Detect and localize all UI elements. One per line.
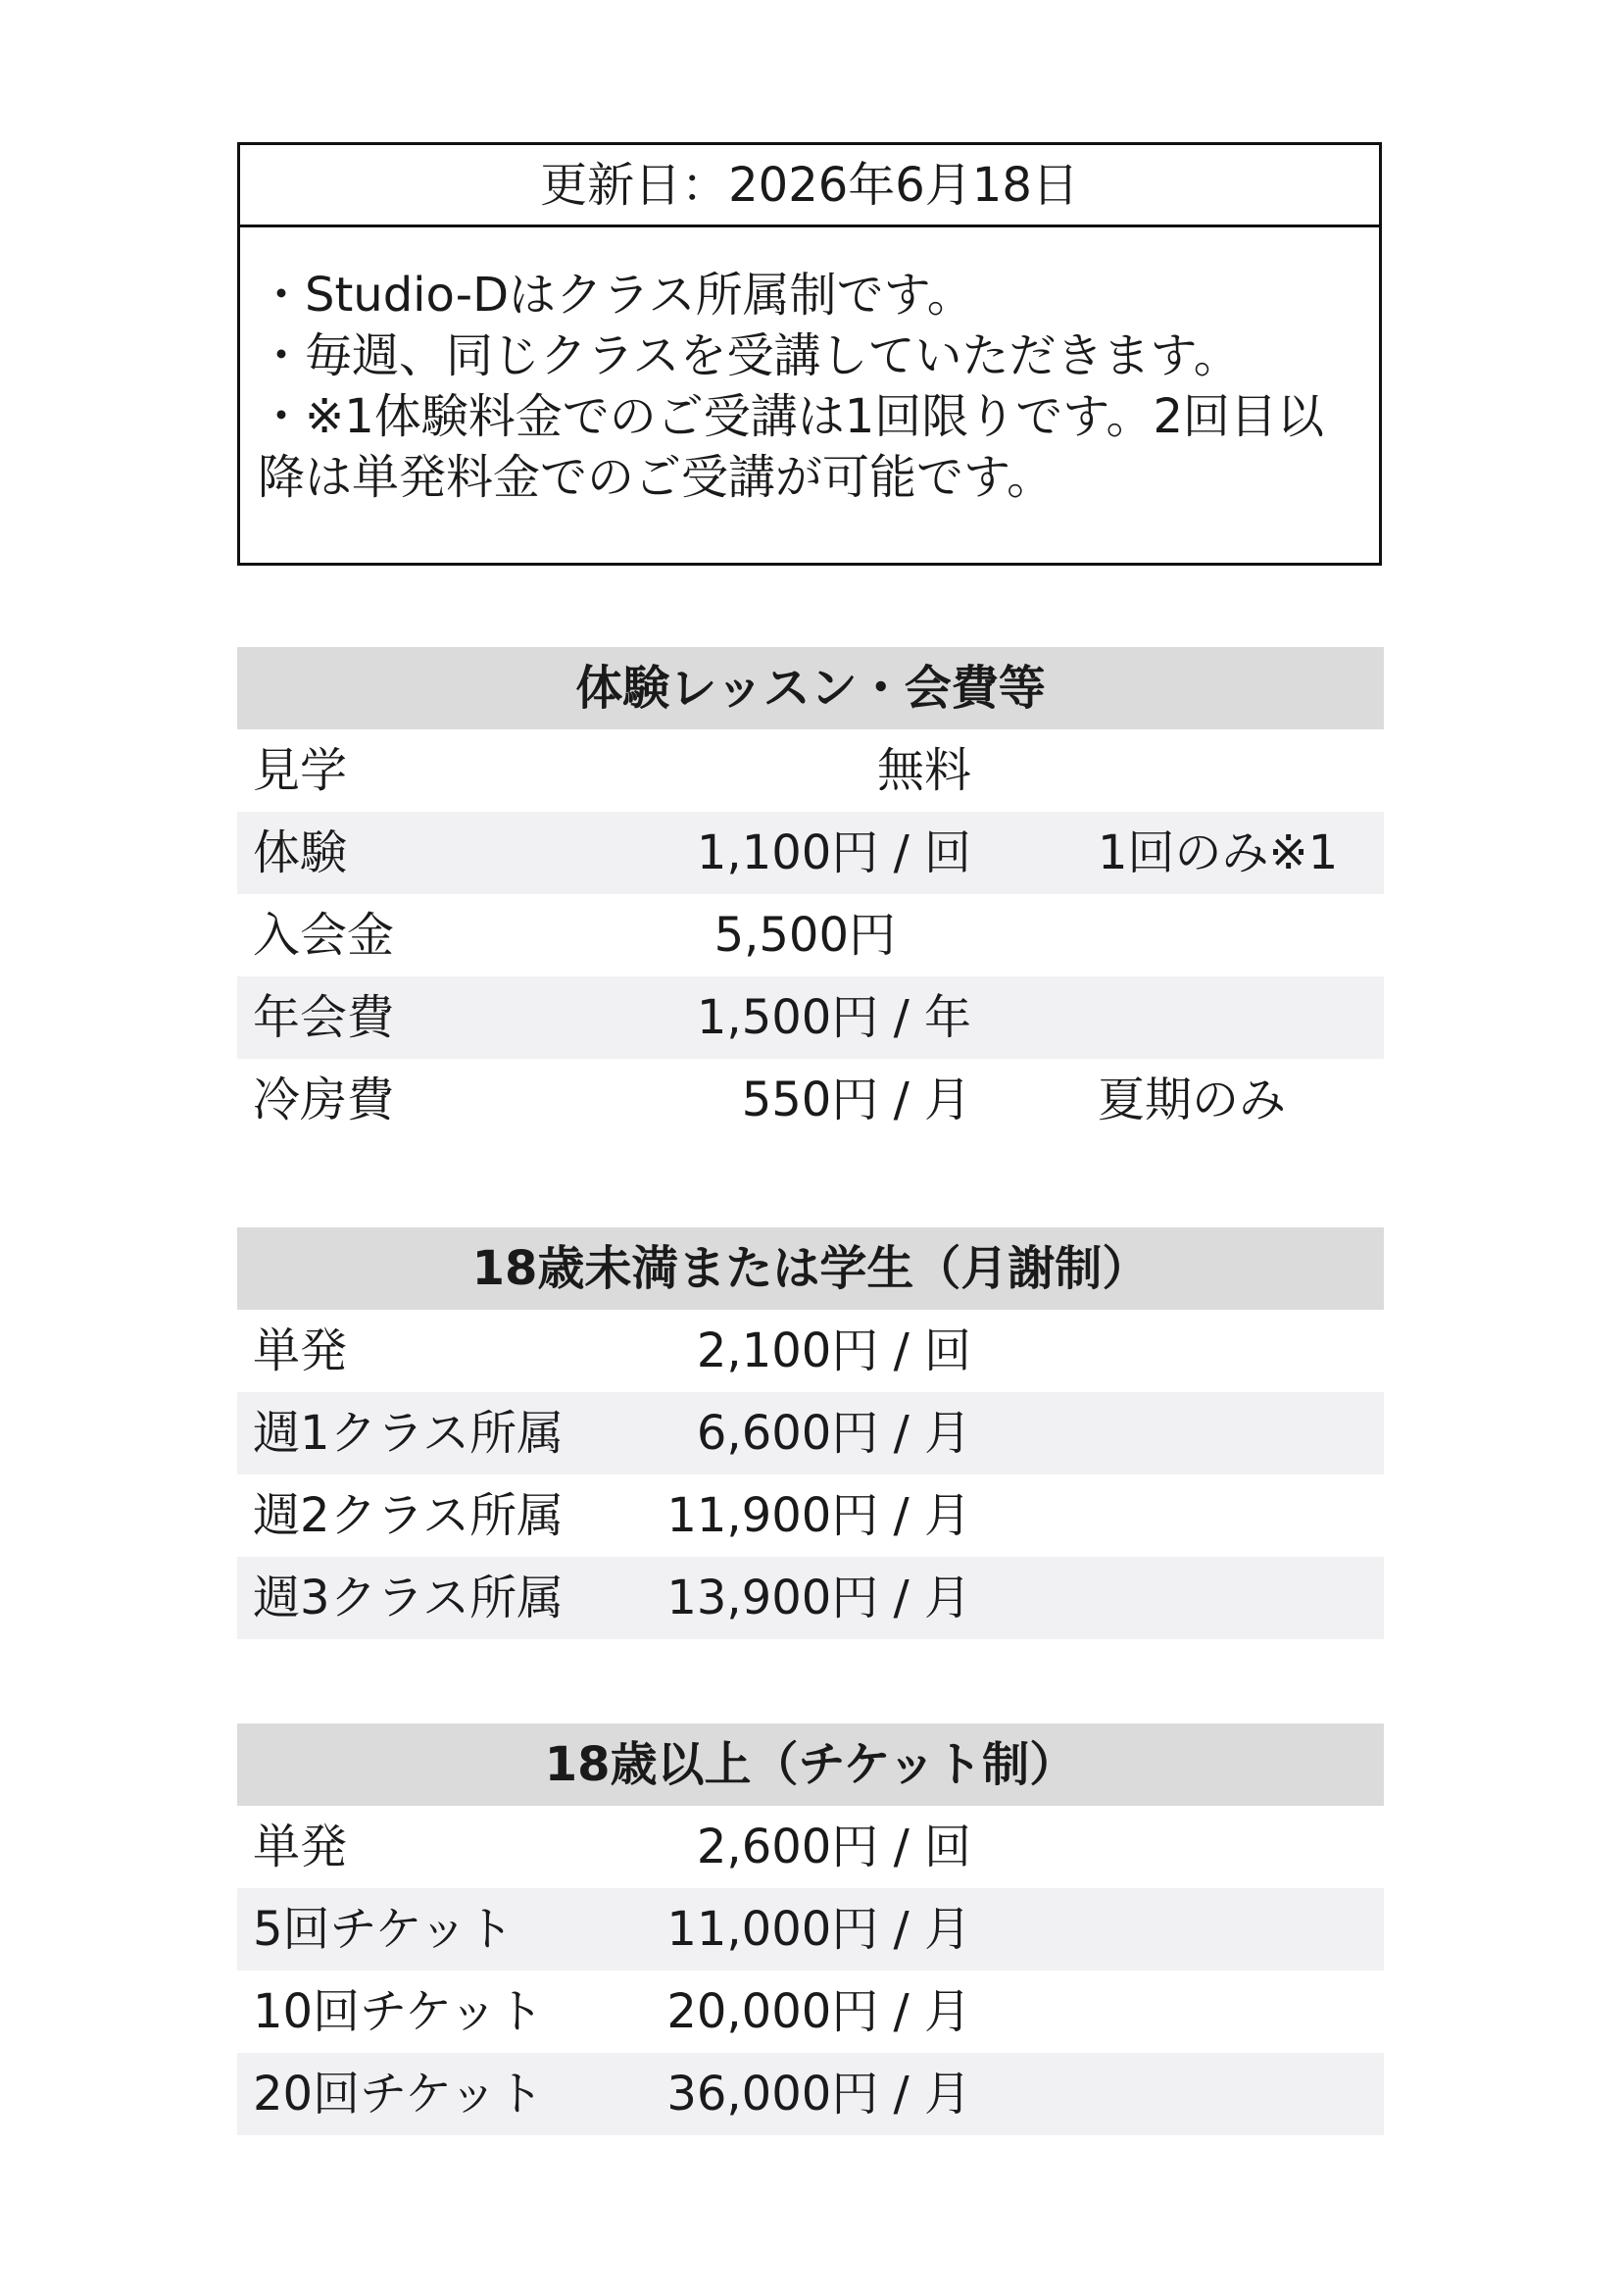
section-title: 18歳以上（チケット制） <box>237 1723 1384 1806</box>
table-row <box>237 894 1384 976</box>
row-amount: 6,600円 / 月 <box>696 1406 971 1461</box>
row-amount: 無料 <box>876 743 971 798</box>
section-18plus-tickets <box>237 1723 1384 2135</box>
row-note: 1回のみ※1 <box>1098 825 1339 880</box>
row-label: 週2クラス所属 <box>253 1488 565 1543</box>
row-label: 体験 <box>253 825 348 880</box>
row-label: 年会費 <box>253 990 395 1045</box>
updated-date: 更新日：2026年6月18日 <box>240 145 1379 227</box>
row-amount: 1,500円 / 年 <box>696 990 971 1045</box>
notice-line: ・毎週、同じクラスを受講していただきます。 <box>258 328 1241 383</box>
row-label: 週1クラス所属 <box>253 1406 565 1461</box>
section-under18-monthly <box>237 1227 1384 1639</box>
table-row <box>237 1806 1384 1888</box>
table-row <box>237 1059 1384 1141</box>
row-label: 単発 <box>253 1323 348 1378</box>
row-note: 夏期のみ <box>1098 1073 1287 1127</box>
section-trial-fees <box>237 647 1384 1141</box>
row-label: 入会金 <box>253 908 395 963</box>
notice-line: ・Studio-Dはクラス所属制です。 <box>258 268 974 323</box>
row-amount: 550円 / 月 <box>741 1073 971 1127</box>
notice-body <box>240 227 1379 508</box>
table-row <box>237 2053 1384 2135</box>
row-amount: 11,000円 / 月 <box>666 1902 971 1957</box>
row-label: 20回チケット <box>253 2067 544 2121</box>
row-amount: 2,600円 / 回 <box>696 1820 971 1874</box>
row-label: 10回チケット <box>253 1984 544 2039</box>
row-amount: 36,000円 / 月 <box>666 2067 971 2121</box>
row-amount: 1,100円 / 回 <box>696 825 971 880</box>
table-row <box>237 1310 1384 1392</box>
notice-box <box>237 142 1382 566</box>
row-amount: 5,500円 <box>713 908 896 963</box>
row-amount: 2,100円 / 回 <box>696 1323 971 1378</box>
section-title: 体験レッスン・会費等 <box>237 647 1384 729</box>
table-row <box>237 812 1384 894</box>
row-label: 単発 <box>253 1820 348 1874</box>
row-amount: 20,000円 / 月 <box>666 1984 971 2039</box>
table-row <box>237 976 1384 1059</box>
notice-line: ・※1体験料金でのご受講は1回限りです。2回目以降は単発料金でのご受講が可能です。 <box>258 389 1324 505</box>
row-label: 5回チケット <box>253 1902 515 1957</box>
table-row <box>237 1971 1384 2053</box>
row-amount: 13,900円 / 月 <box>666 1571 971 1625</box>
row-amount: 11,900円 / 月 <box>666 1488 971 1543</box>
section-title: 18歳未満または学生（月謝制） <box>237 1227 1384 1310</box>
table-row <box>237 1557 1384 1639</box>
row-label: 見学 <box>253 743 348 798</box>
row-label: 週3クラス所属 <box>253 1571 565 1625</box>
table-row <box>237 1888 1384 1971</box>
table-row <box>237 729 1384 812</box>
table-row <box>237 1392 1384 1474</box>
row-label: 冷房費 <box>253 1073 395 1127</box>
table-row <box>237 1474 1384 1557</box>
